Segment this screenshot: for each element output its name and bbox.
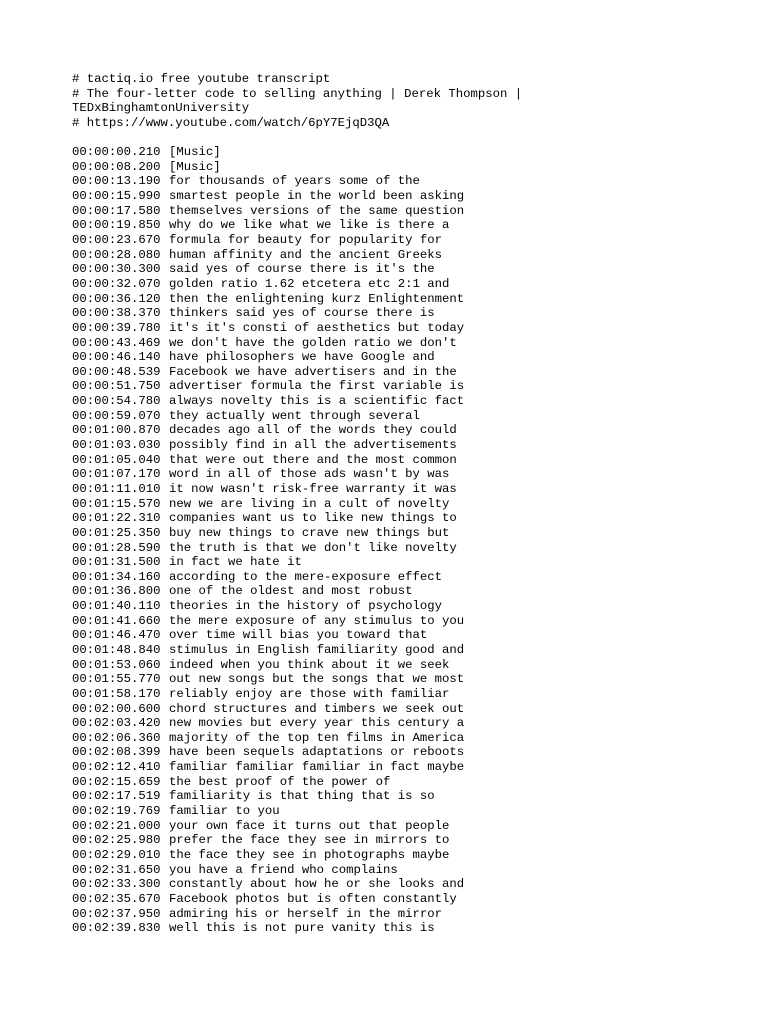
transcript-line — [72, 643, 728, 658]
transcript-line — [72, 672, 728, 687]
timestamp: 00:02:39.830 — [72, 921, 161, 936]
transcript-line — [72, 233, 728, 248]
transcript-text: it now wasn't risk-free warranty it was — [169, 481, 457, 496]
transcript-text: well this is not pure vanity this is — [169, 921, 435, 936]
transcript-text: Facebook photos but is often constantly — [169, 891, 457, 906]
timestamp: 00:01:15.570 — [72, 496, 161, 511]
transcript-text: have philosophers we have Google and — [169, 350, 435, 365]
transcript-line — [72, 877, 728, 892]
timestamp: 00:00:08.200 — [72, 159, 161, 174]
timestamp: 00:00:48.539 — [72, 364, 161, 379]
transcript-line — [72, 497, 728, 512]
transcript-line — [72, 614, 728, 629]
timestamp: 00:00:00.210 — [72, 145, 161, 160]
transcript-line — [72, 218, 728, 233]
transcript-line — [72, 467, 728, 482]
timestamp: 00:00:30.300 — [72, 262, 161, 277]
transcript-line — [72, 570, 728, 585]
transcript-line — [72, 453, 728, 468]
timestamp: 00:01:40.110 — [72, 599, 161, 614]
timestamp: 00:00:43.469 — [72, 335, 161, 350]
transcript-text: we don't have the golden ratio we don't — [169, 335, 457, 350]
transcript-text: the face they see in photographs maybe — [169, 847, 450, 862]
transcript-text: human affinity and the ancient Greeks — [169, 247, 443, 262]
transcript-line — [72, 336, 728, 351]
transcript-text: the mere exposure of any stimulus to you — [169, 613, 465, 628]
transcript-line — [72, 350, 728, 365]
transcript-text: you have a friend who complains — [169, 862, 398, 877]
transcript-line — [72, 628, 728, 643]
transcript-text: [Music] — [169, 159, 221, 174]
timestamp: 00:00:46.140 — [72, 350, 161, 365]
transcript-line — [72, 262, 728, 277]
header-title-line: # tactiq.io free youtube transcript — [72, 72, 331, 86]
timestamp: 00:01:03.030 — [72, 438, 161, 453]
transcript-line — [72, 204, 728, 219]
transcript-document — [72, 72, 728, 936]
timestamp: 00:02:06.360 — [72, 730, 161, 745]
transcript-text: decades ago all of the words they could — [169, 423, 457, 438]
transcript-text: stimulus in English familiarity good and — [169, 642, 465, 657]
header-video-title-continued: TEDxBinghamtonUniversity — [72, 101, 250, 116]
timestamp: 00:01:53.060 — [72, 657, 161, 672]
transcript-text: have been sequels adaptations or reboots — [169, 745, 465, 760]
timestamp: 00:01:41.660 — [72, 613, 161, 628]
transcript-text: possibly find in all the advertisements — [169, 438, 457, 453]
timestamp: 00:01:55.770 — [72, 672, 161, 687]
transcript-line — [72, 731, 728, 746]
transcript-text: indeed when you think about it we seek — [169, 657, 450, 672]
transcript-text: the truth is that we don't like novelty — [169, 540, 457, 555]
transcript-line — [72, 907, 728, 922]
header-video-title-line: # The four-letter code to selling anything | Derek Thompson | — [72, 86, 523, 101]
timestamp: 00:00:32.070 — [72, 276, 161, 291]
transcript-text: out new songs but the songs that we most — [169, 672, 465, 687]
transcript-text: Facebook we have advertisers and in the — [169, 364, 457, 379]
transcript-text: [Music] — [169, 145, 221, 160]
timestamp: 00:02:00.600 — [72, 701, 161, 716]
transcript-line — [72, 292, 728, 307]
timestamp: 00:01:25.350 — [72, 525, 161, 540]
transcript-line — [72, 775, 728, 790]
transcript-text: thinkers said yes of course there is — [169, 306, 435, 321]
timestamp: 00:00:59.070 — [72, 408, 161, 423]
transcript-text: the best proof of the power of — [169, 774, 391, 789]
timestamp: 00:00:28.080 — [72, 247, 161, 262]
transcript-text: why do we like what we like is there a — [169, 218, 450, 233]
transcript-text: admiring his or herself in the mirror — [169, 906, 443, 921]
transcript-text: then the enlightening kurz Enlightenment — [169, 291, 465, 306]
timestamp: 00:02:08.399 — [72, 745, 161, 760]
transcript-line — [72, 423, 728, 438]
timestamp: 00:01:46.470 — [72, 628, 161, 643]
transcript-text: chord structures and timbers we seek out — [169, 701, 465, 716]
timestamp: 00:00:13.190 — [72, 174, 161, 189]
transcript-line — [72, 863, 728, 878]
transcript-line — [72, 702, 728, 717]
timestamp: 00:01:48.840 — [72, 642, 161, 657]
timestamp: 00:01:36.800 — [72, 584, 161, 599]
transcript-line — [72, 277, 728, 292]
header-url-line: # https://www.youtube.com/watch/6pY7EjqD3QA — [72, 115, 390, 130]
transcript-line — [72, 745, 728, 760]
timestamp: 00:01:05.040 — [72, 452, 161, 467]
timestamp: 00:02:15.659 — [72, 774, 161, 789]
transcript-line — [72, 160, 728, 175]
transcript-text: familiarity is that thing that is so — [169, 789, 435, 804]
transcript-text: according to the mere-exposure effect — [169, 569, 443, 584]
timestamp: 00:01:11.010 — [72, 481, 161, 496]
timestamp: 00:00:51.750 — [72, 379, 161, 394]
transcript-line — [72, 365, 728, 380]
transcript-text: said yes of course there is it's the — [169, 262, 435, 277]
transcript-text: over time will bias you toward that — [169, 628, 428, 643]
timestamp: 00:01:34.160 — [72, 569, 161, 584]
transcript-text: constantly about how he or she looks and — [169, 877, 465, 892]
transcript-line — [72, 760, 728, 775]
timestamp: 00:00:17.580 — [72, 203, 161, 218]
transcript-line — [72, 599, 728, 614]
timestamp: 00:00:15.990 — [72, 189, 161, 204]
timestamp: 00:02:12.410 — [72, 760, 161, 775]
transcript-line — [72, 584, 728, 599]
transcript-line — [72, 248, 728, 263]
transcript-line — [72, 189, 728, 204]
transcript-text: reliably enjoy are those with familiar — [169, 686, 450, 701]
transcript-text: companies want us to like new things to — [169, 511, 457, 526]
transcript-line — [72, 526, 728, 541]
timestamp: 00:02:35.670 — [72, 891, 161, 906]
transcript-line — [72, 321, 728, 336]
timestamp: 00:01:00.870 — [72, 423, 161, 438]
timestamp: 00:02:17.519 — [72, 789, 161, 804]
timestamp: 00:02:31.650 — [72, 862, 161, 877]
timestamp: 00:02:19.769 — [72, 804, 161, 819]
transcript-text: buy new things to crave new things but — [169, 525, 450, 540]
transcript-line — [72, 174, 728, 189]
transcript-text: theories in the history of psychology — [169, 599, 443, 614]
transcript-text: themselves versions of the same question — [169, 203, 465, 218]
transcript-line — [72, 819, 728, 834]
transcript-line — [72, 145, 728, 160]
transcript-text: they actually went through several — [169, 408, 420, 423]
transcript-text: golden ratio 1.62 etcetera etc 2:1 and — [169, 276, 450, 291]
transcript-line — [72, 716, 728, 731]
transcript-text: your own face it turns out that people — [169, 818, 450, 833]
transcript-text: in fact we hate it — [169, 555, 302, 570]
transcript-line — [72, 379, 728, 394]
transcript-text: new we are living in a cult of novelty — [169, 496, 450, 511]
timestamp: 00:01:07.170 — [72, 467, 161, 482]
transcript-line — [72, 394, 728, 409]
timestamp: 00:02:37.950 — [72, 906, 161, 921]
transcript-text: word in all of those ads wasn't by was — [169, 467, 450, 482]
timestamp: 00:01:28.590 — [72, 540, 161, 555]
timestamp: 00:00:23.670 — [72, 233, 161, 248]
timestamp: 00:02:25.980 — [72, 833, 161, 848]
header-spacer — [72, 131, 728, 146]
timestamp: 00:00:54.780 — [72, 394, 161, 409]
timestamp: 00:02:33.300 — [72, 877, 161, 892]
transcript-text: that were out there and the most common — [169, 452, 457, 467]
transcript-text: familiar familiar familiar in fact maybe — [169, 760, 465, 775]
timestamp: 00:02:21.000 — [72, 818, 161, 833]
timestamp: 00:01:31.500 — [72, 555, 161, 570]
transcript-line — [72, 833, 728, 848]
transcript-line — [72, 687, 728, 702]
transcript-line — [72, 892, 728, 907]
transcript-line — [72, 848, 728, 863]
transcript-line — [72, 541, 728, 556]
transcript-text: familiar to you — [169, 804, 280, 819]
transcript-text: formula for beauty for popularity for — [169, 233, 443, 248]
transcript-line — [72, 306, 728, 321]
timestamp: 00:02:29.010 — [72, 847, 161, 862]
transcript-line — [72, 409, 728, 424]
transcript-line — [72, 482, 728, 497]
transcript-line — [72, 804, 728, 819]
transcript-text: smartest people in the world been asking — [169, 189, 465, 204]
timestamp: 00:02:03.420 — [72, 716, 161, 731]
transcript-line — [72, 555, 728, 570]
transcript-text: one of the oldest and most robust — [169, 584, 413, 599]
timestamp: 00:00:38.370 — [72, 306, 161, 321]
transcript-text: new movies but every year this century a — [169, 716, 465, 731]
transcript-text: it's it's consti of aesthetics but today — [169, 320, 465, 335]
timestamp: 00:00:36.120 — [72, 291, 161, 306]
timestamp: 00:01:22.310 — [72, 511, 161, 526]
transcript-line — [72, 511, 728, 526]
transcript-text: advertiser formula the first variable is — [169, 379, 465, 394]
transcript-line — [72, 438, 728, 453]
transcript-line — [72, 921, 728, 936]
transcript-text: always novelty this is a scientific fact — [169, 394, 465, 409]
transcript-text: for thousands of years some of the — [169, 174, 420, 189]
timestamp: 00:00:39.780 — [72, 320, 161, 335]
transcript-line — [72, 658, 728, 673]
transcript-text: prefer the face they see in mirrors to — [169, 833, 450, 848]
transcript-text: majority of the top ten films in America — [169, 730, 465, 745]
timestamp: 00:00:19.850 — [72, 218, 161, 233]
timestamp: 00:01:58.170 — [72, 686, 161, 701]
transcript-line — [72, 789, 728, 804]
transcript-list — [72, 145, 728, 936]
